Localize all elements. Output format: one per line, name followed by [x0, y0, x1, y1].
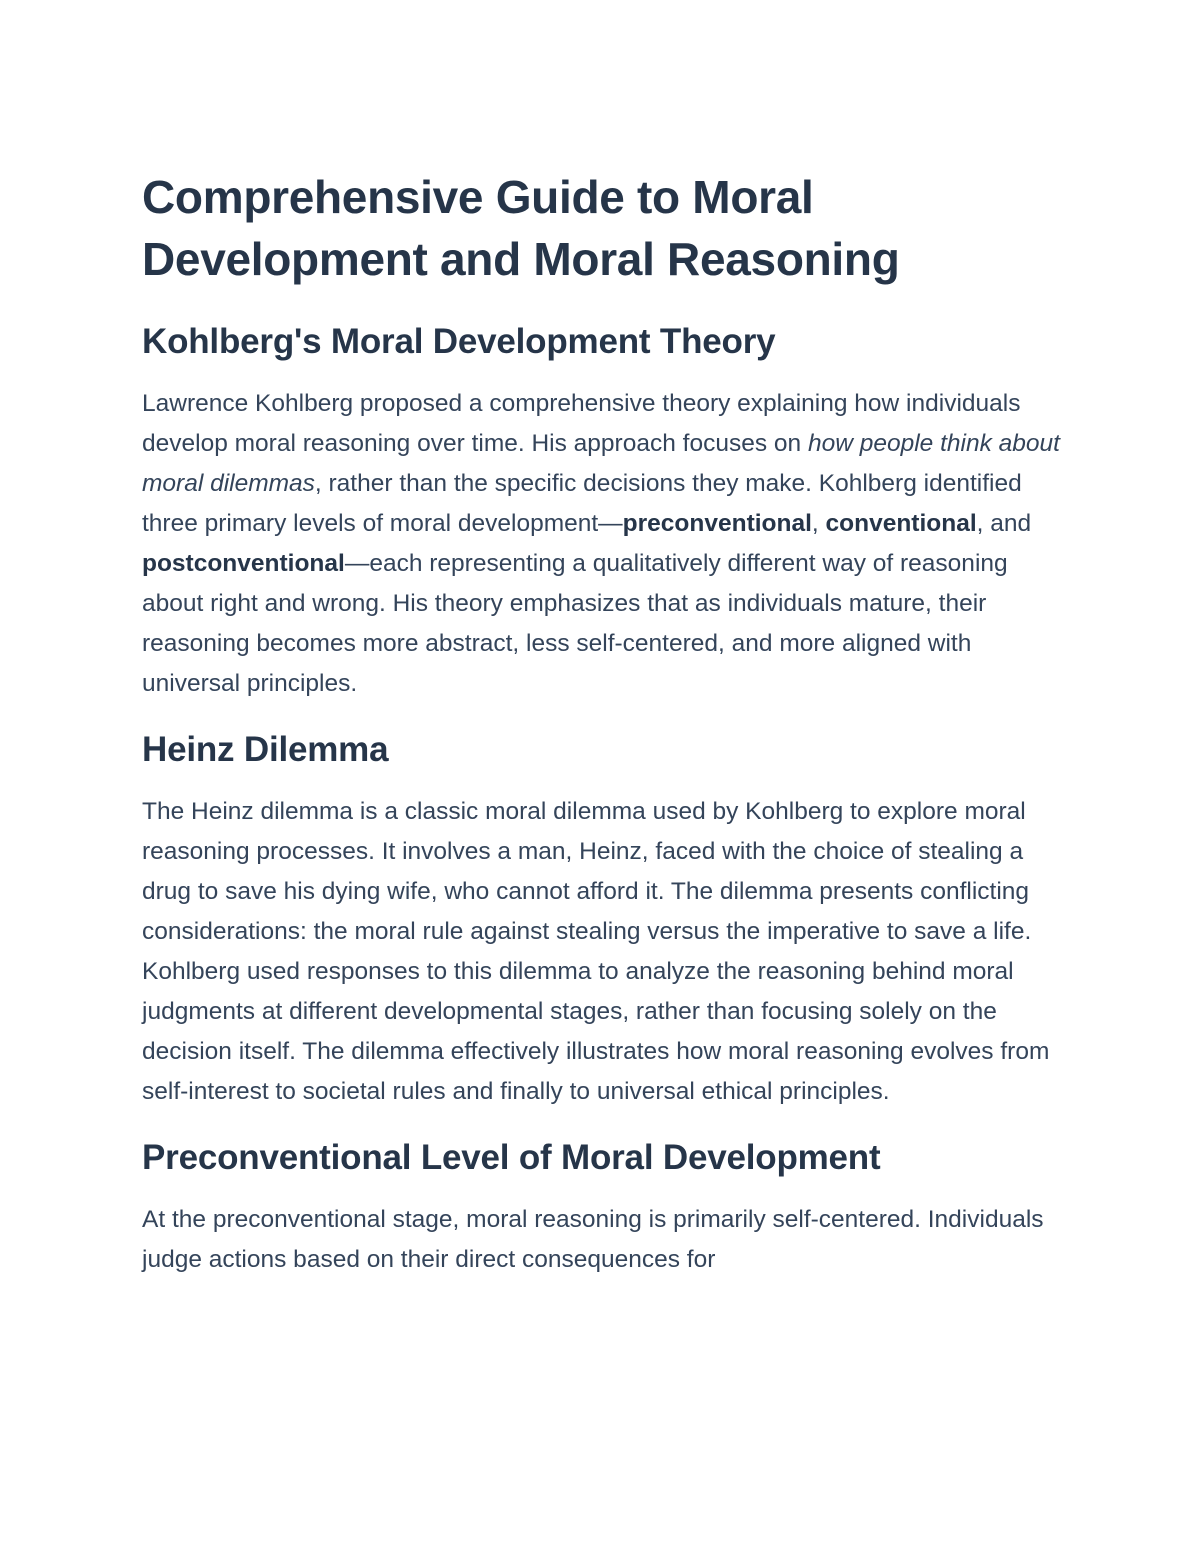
section-paragraph: At the preconventional stage, moral reasoning is primarily self-centered. Individuals judge actions based on their direct consequences for — [142, 1206, 1044, 1273]
section-heading: Preconventional Level of Moral Development — [142, 1138, 881, 1177]
document-title: Comprehensive Guide to Moral Development and Moral Reasoning — [142, 171, 900, 285]
bold-term-preconventional: preconventional — [622, 510, 812, 537]
text-run: —each representing a qualitatively different way of reasoning about right and wrong. His theory emphasizes that as individuals mature, their reasoning becomes more abstract, less self-centered, and more aligned with universal principles. — [142, 550, 1008, 697]
emphasis-text: how people think about moral dilemmas — [142, 430, 1060, 497]
text-run: , and — [976, 510, 1032, 537]
text-run: Lawrence Kohlberg proposed a comprehensive theory explaining how individuals develop moral reasoning over time. His approach focuses on — [142, 390, 1021, 457]
section-heading: Heinz Dilemma — [142, 730, 389, 769]
text-run: , rather than the specific decisions they make. Kohlberg identified three primary levels of moral development— — [142, 470, 1022, 537]
section-kohlberg-theory — [142, 320, 1062, 704]
section-heinz-dilemma — [142, 728, 1062, 1112]
bold-term-conventional: conventional — [825, 510, 977, 537]
document-page — [142, 166, 1062, 1304]
section-paragraph — [142, 384, 1062, 704]
bold-term-postconventional: postconventional — [142, 550, 345, 577]
section-paragraph: The Heinz dilemma is a classic moral dilemma used by Kohlberg to explore moral reasoning processes. It involves a man, Heinz, faced with the choice of stealing a drug to save his dying wife, who cannot afford it. The dilemma presents conflicting considerations: the moral rule against stealing versus the imperative to save a life. Kohlberg used responses to this dilemma to analyze the reasoning behind moral judgments at different developmental stages, rather than focusing solely on the decision itself. The dilemma effectively illustrates how moral reasoning evolves from self-interest to societal rules and finally to universal ethical principles. — [142, 798, 1050, 1105]
section-preconventional-level — [142, 1136, 1062, 1280]
section-heading: Kohlberg's Moral Development Theory — [142, 322, 776, 361]
text-run: , — [811, 510, 826, 537]
